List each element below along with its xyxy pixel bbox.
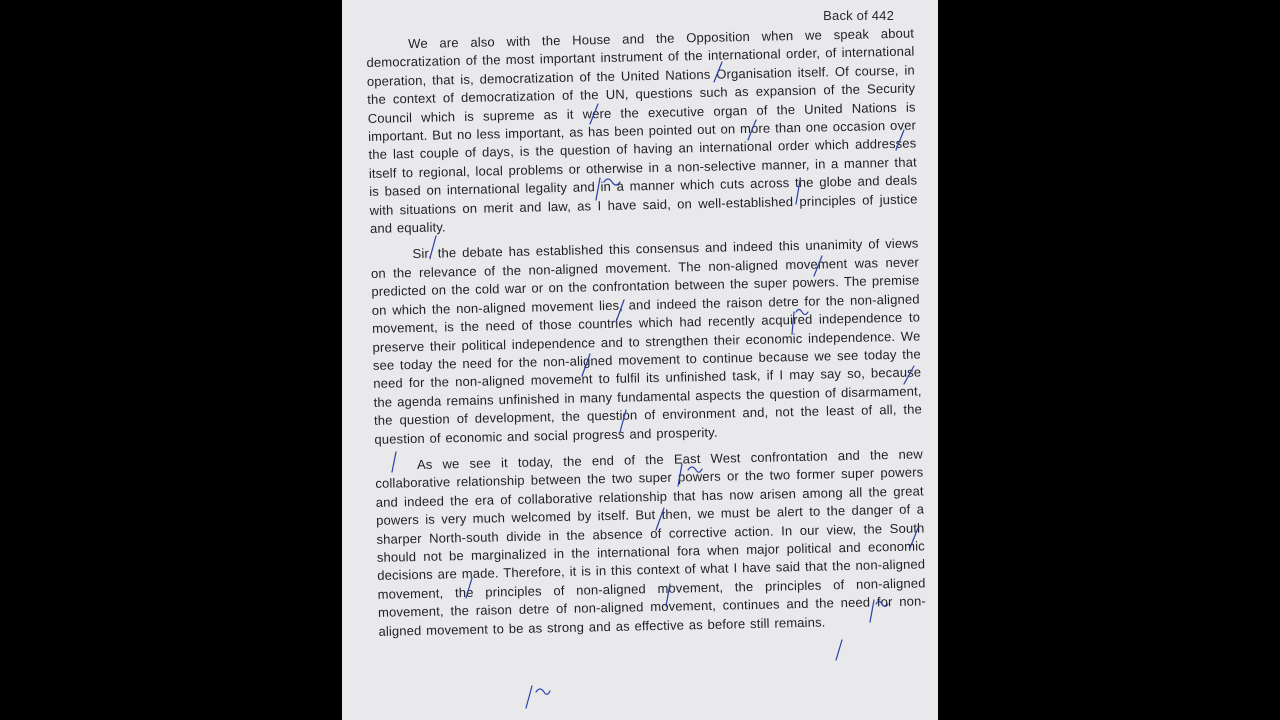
- page-note: Back of 442: [823, 8, 894, 23]
- pen-slash-mark: [526, 686, 532, 708]
- paragraph-2: Sir, the debate has established this consensus and indeed this unanimity of views on the relevance of the non-aligned movement. The non-aligned movement was never predicted on the cold war or on the confrontation between the super powers. The premise on which the non-aligned movement lies, and indeed the raison detre for the non-aligned movement, is the need of those countries which had recently acquired independence to preserve their political independence and to strengthen their economic independence. We see today the need for the non-aligned movement to continue because we see today the need for the non-aligned movement to fulfil its unfinished task, if I may say so, because the agenda remains unfinished in many fundamental aspects the question of disarmament, the question of development, the question of environment and, not the least of all, the question of economic and social progress and prosperity.: [370, 235, 923, 447]
- pen-scribble-mark: [536, 689, 550, 694]
- pen-slash-mark: [836, 640, 842, 660]
- document-body: [366, 25, 927, 649]
- paragraph-3: As we see it today, the end of the East West confrontation and the new collaborative relationship between the two super powers or the two former super powers and indeed the era of collaborative relationship that has now arisen among all the great powers is very much welcomed by itself. But then, we must be alert to the danger of a sharper North-south divide in the absence of corrective action. In our view, the South should not be marginalized in the international fora when major political and economic decisions are made. Therefore, it is in this context of what I have said that the non-aligned movement, the principles of non-aligned movement, the principles of non-aligned movement, the raison detre of non-aligned movement, continues and the need for non-aligned movement to be as strong and as effective as before still remains.: [375, 446, 927, 639]
- document-page: [342, 0, 938, 720]
- paragraph-1: We are also with the House and the Opposition when we speak about democratization of the most important instrument of the international order, of international operation, that is, democratization of the United Nations Organisation itself. Of course, in the context of democratization of the UN, questions such as expansion of the Security Council which is supreme as it were the executive organ of the United Nations is important. But no less important, as has been pointed out on more than one occasion over the last couple of days, is the question of having an international order which addresses itself to regional, local problems or otherwise in a non-selective manner, in a manner that is based on international legality and in a manner which cuts across the globe and deals with situations on merit and law, as I have said, on well-established principles of justice and equality.: [366, 25, 918, 237]
